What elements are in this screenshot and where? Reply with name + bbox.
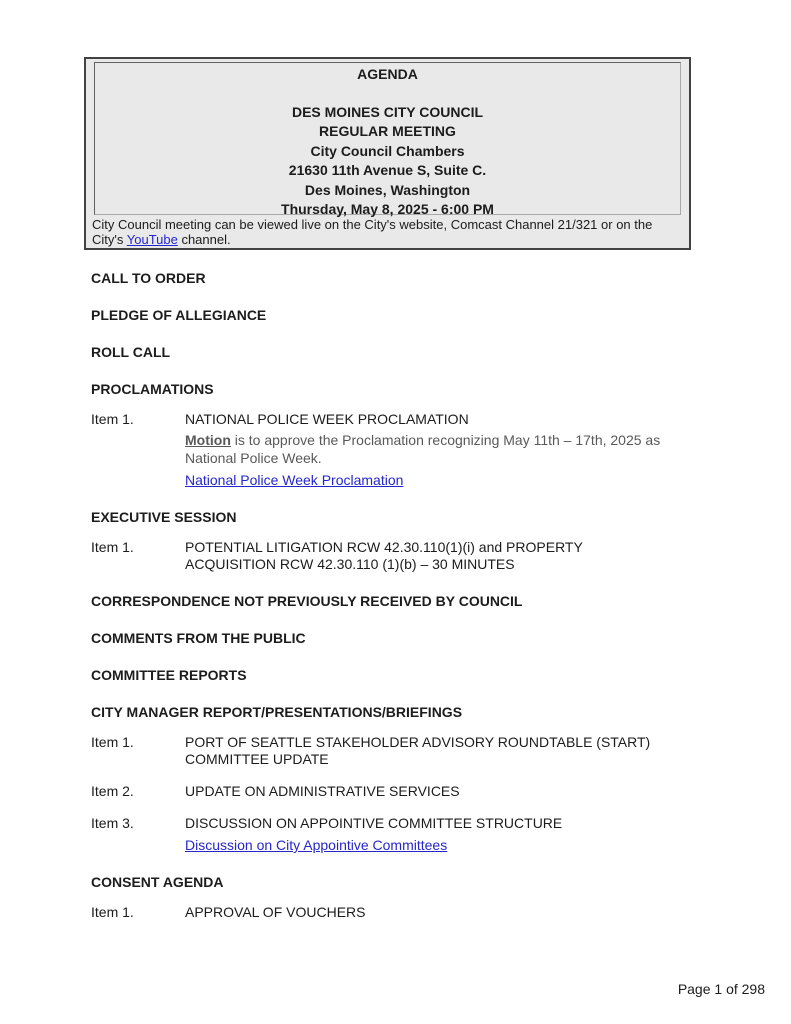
section-consent-agenda bbox=[91, 874, 701, 921]
section-proclamations bbox=[91, 381, 701, 489]
section-roll-call bbox=[91, 344, 701, 361]
motion-label: Motion bbox=[185, 432, 231, 448]
section-call-to-order bbox=[91, 270, 701, 287]
section-heading: CORRESPONDENCE NOT PREVIOUSLY RECEIVED BY COUNCIL bbox=[91, 593, 523, 609]
item-title: PORT OF SEATTLE STAKEHOLDER ADVISORY ROUNDTABLE (START) COMMITTEE UPDATE bbox=[185, 734, 651, 767]
item-motion-text: Motion is to approve the Proclamation recognizing May 11th – 17th, 2025 as National Police Week. bbox=[185, 432, 661, 466]
item-label: Item 1. bbox=[91, 539, 134, 555]
section-executive-session bbox=[91, 509, 701, 573]
viewing-note-prefix: City Council meeting can be viewed live on the City's website, Comcast Channel 21/321 or on the City's bbox=[92, 217, 653, 247]
attachment-link[interactable]: Discussion on City Appointive Committees bbox=[185, 837, 448, 853]
agenda-title: AGENDA bbox=[357, 66, 418, 82]
item-title: POTENTIAL LITIGATION RCW 42.30.110(1)(i) and PROPERTY ACQUISITION RCW 42.30.110 (1)(b) – 30 MINUTES bbox=[185, 539, 583, 572]
item-body bbox=[185, 815, 562, 854]
section-heading: ROLL CALL bbox=[91, 344, 171, 360]
meeting-city-line: Des Moines, Washington bbox=[304, 181, 471, 198]
section-heading: COMMITTEE REPORTS bbox=[91, 667, 247, 683]
section-city-manager-report-presentations bbox=[91, 704, 701, 854]
section-heading: PROCLAMATIONS bbox=[91, 381, 214, 397]
meeting-location-line: City Council Chambers bbox=[310, 142, 465, 159]
section-heading: CONSENT AGENDA bbox=[91, 874, 224, 890]
item-body bbox=[185, 411, 673, 489]
meeting-datetime-line: Thursday, May 8, 2025 - 6:00 PM bbox=[281, 201, 494, 217]
meeting-type-line: REGULAR MEETING bbox=[319, 123, 456, 139]
agenda-header-inner bbox=[94, 62, 681, 215]
meeting-address-line: 21630 11th Avenue S, Suite C. bbox=[288, 162, 487, 178]
section-heading: EXECUTIVE SESSION bbox=[91, 509, 237, 525]
section-heading: PLEDGE OF ALLEGIANCE bbox=[91, 307, 267, 323]
section-heading: CITY MANAGER REPORT/PRESENTATIONS/BRIEFINGS bbox=[91, 704, 463, 720]
agenda-sections bbox=[91, 250, 701, 921]
viewing-note bbox=[86, 215, 689, 247]
item-label: Item 3. bbox=[91, 815, 134, 831]
item-title: APPROVAL OF VOUCHERS bbox=[185, 904, 366, 920]
item-label: Item 2. bbox=[91, 783, 134, 799]
section-heading: CALL TO ORDER bbox=[91, 270, 206, 286]
agenda-item bbox=[91, 904, 701, 921]
agenda-item bbox=[91, 734, 701, 768]
agenda-item bbox=[91, 815, 701, 854]
agenda-header-box bbox=[84, 57, 691, 250]
item-label: Item 1. bbox=[91, 411, 134, 427]
section-pledge-of-allegiance bbox=[91, 307, 701, 324]
section-comments-from-the-public bbox=[91, 630, 701, 647]
section-committee-reports bbox=[91, 667, 701, 684]
item-body bbox=[185, 904, 365, 921]
page-number: Page 1 of 298 bbox=[677, 981, 765, 997]
section-correspondence-not-previously-received bbox=[91, 593, 701, 610]
agenda-item bbox=[91, 539, 701, 573]
item-title: NATIONAL POLICE WEEK PROCLAMATION bbox=[185, 411, 469, 427]
meeting-body-line: DES MOINES CITY COUNCIL bbox=[291, 103, 484, 120]
item-title: DISCUSSION ON APPOINTIVE COMMITTEE STRUCTURE bbox=[185, 815, 563, 831]
item-label: Item 1. bbox=[91, 904, 134, 920]
agenda-item bbox=[91, 411, 701, 489]
section-heading: COMMENTS FROM THE PUBLIC bbox=[91, 630, 306, 646]
item-label: Item 1. bbox=[91, 734, 134, 750]
item-title: UPDATE ON ADMINISTRATIVE SERVICES bbox=[185, 783, 460, 799]
viewing-note-suffix: channel. bbox=[177, 231, 231, 247]
youtube-link[interactable]: YouTube bbox=[126, 231, 178, 247]
attachment-link[interactable]: National Police Week Proclamation bbox=[185, 472, 404, 488]
agenda-item bbox=[91, 783, 701, 800]
item-body bbox=[185, 734, 673, 768]
item-body bbox=[185, 783, 460, 800]
item-body bbox=[185, 539, 673, 573]
